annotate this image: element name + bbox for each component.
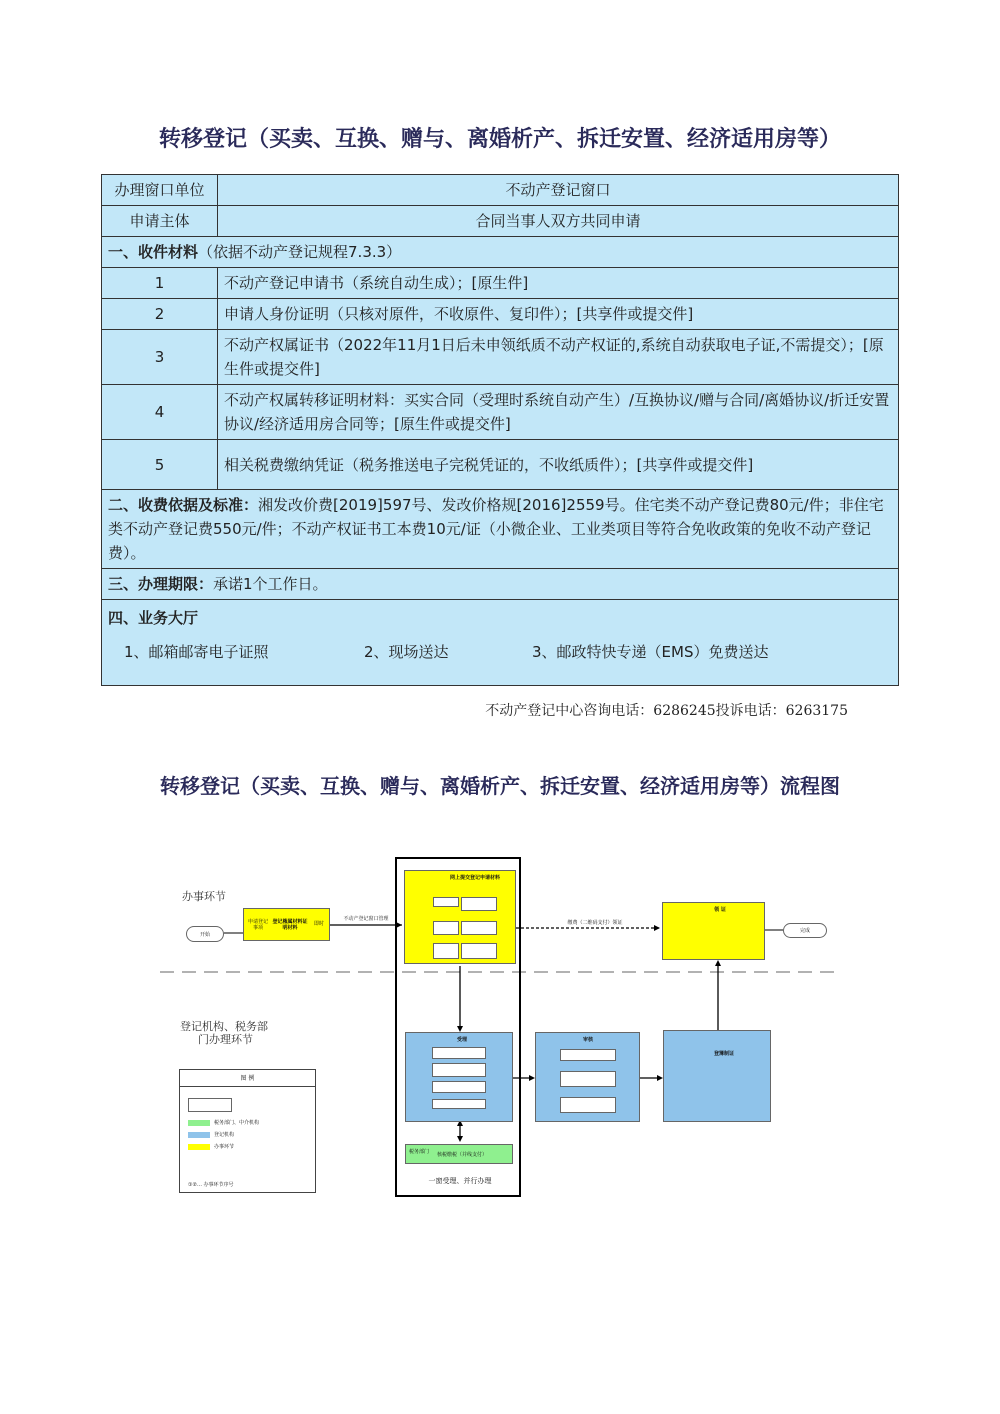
sub-box xyxy=(560,1097,616,1113)
legend-divider xyxy=(180,1086,315,1087)
period-text: 承诺1个工作日。 xyxy=(213,575,328,593)
apply-box xyxy=(243,908,330,941)
accept-box xyxy=(405,1032,513,1122)
end-label: 完成 xyxy=(799,928,810,934)
online-submit-title: 网上提交登记申请材料 xyxy=(449,875,500,881)
certificate-title: 领 证 xyxy=(714,907,726,913)
review-box xyxy=(535,1032,640,1122)
register-title: 登簿制证 xyxy=(713,1051,734,1057)
apply-detail: 登记権属材料证明材料 xyxy=(272,919,308,931)
legend-item-green: 税务部门、中介机构 xyxy=(214,1120,260,1126)
material-no: 5 xyxy=(102,440,218,490)
sub-box xyxy=(461,943,497,959)
legend-item-blue: 登记机构 xyxy=(214,1132,235,1138)
sub-box xyxy=(461,921,497,935)
window-label: 办理窗口单位 xyxy=(102,175,218,206)
applicant-label: 申请主体 xyxy=(102,206,218,237)
start-label: 开始 xyxy=(199,932,210,938)
sub-box xyxy=(433,897,459,907)
edge-label-window: 不动产登记窗口管理 xyxy=(343,916,389,922)
fee-heading: 二、收费依据及标准： xyxy=(108,496,259,514)
flow-title: 转移登记（买卖、互换、赠与、离婚析产、拆迁安置、经济适用房等）流程图 xyxy=(160,774,840,798)
contact-phone-line: 不动产登记中心咨询电话：6286245投诉电话：6263175 xyxy=(485,703,848,719)
tax-dept-label: 税务部门 xyxy=(408,1149,429,1155)
material-no: 1 xyxy=(102,268,218,299)
end-node xyxy=(783,923,827,938)
material-text: 不动产权属证书（2022年11月1日后未申领纸质不动产权证的,系统自动获取电子证,不需提交）；[原生件或提交件] xyxy=(218,330,899,385)
materials-heading-rest: （依据不动产登记规程7.3.3） xyxy=(198,243,402,261)
register-box xyxy=(663,1030,771,1122)
apply-label: 申请登记事项 xyxy=(247,919,268,931)
legend-item-yellow: 办事环节 xyxy=(214,1144,235,1150)
online-submit-box xyxy=(404,870,516,964)
lane-label-bottom-2: 门办理环节 xyxy=(198,1033,253,1046)
edge-label-pay: 缴费（二维码支付）领证 xyxy=(567,920,623,926)
hall-item-onsite: 2、现场送达 xyxy=(364,643,449,661)
period-heading: 三、办理期限： xyxy=(108,575,214,593)
legend-note: ①②… 办事环节序号 xyxy=(188,1182,234,1188)
accept-title: 受理 xyxy=(456,1037,467,1043)
sub-box xyxy=(433,943,459,959)
legend-sample xyxy=(188,1098,232,1112)
legend-swatch-green xyxy=(188,1120,210,1126)
sub-box xyxy=(432,1063,486,1077)
material-text: 申请人身份证明（只核对原件，不收原件、复印件）；[共享件或提交件] xyxy=(218,299,899,330)
review-title: 审核 xyxy=(582,1037,593,1043)
apply-time: 即时 xyxy=(313,921,324,927)
material-text: 不动产权属转移证明材料：买实合同（受理时系统自动产生）/互换协议/赠与合同/离婚协议/折迁安置协议/经济适用房合同等；[原生件或提交件] xyxy=(218,385,899,440)
tax-text: 核税缴税（并线支付） xyxy=(436,1152,487,1158)
lane-label-bottom-1: 登记机构、税务部 xyxy=(180,1020,268,1033)
legend-swatch-yellow xyxy=(188,1144,210,1150)
material-text: 不动产登记申请书（系统自动生成）；[原生件] xyxy=(218,268,899,299)
materials-heading-bold: 一、收件材料 xyxy=(108,243,199,261)
sub-box xyxy=(432,1047,486,1059)
material-no: 4 xyxy=(102,385,218,440)
legend-title: 图 例 xyxy=(240,1075,255,1082)
fee-text: 湘发改价费[2019]597号、发改价格规[2016]2559号。住宅类不动产登记费80元/件；非住宅类不动产登记费550元/件；不动产权证书工本费10元/证（小微企业、工业类项目等符合免收政策的免收不动产登记费）。 xyxy=(108,496,884,562)
applicant-value: 合同当事人双方共同申请 xyxy=(218,206,899,237)
lane-label-top: 办事环节 xyxy=(182,890,226,903)
one-window-label: 一窗受理、并行办理 xyxy=(428,1177,492,1185)
sub-box xyxy=(461,897,497,911)
sub-box xyxy=(560,1071,616,1087)
legend-box xyxy=(179,1069,316,1193)
tax-box xyxy=(405,1144,513,1164)
start-node xyxy=(186,926,224,942)
sub-box xyxy=(560,1049,616,1061)
hall-item-ems: 3、邮政特快专递（EMS）免费送达 xyxy=(532,643,769,661)
material-text: 相关税费缴纳凭证（税务推送电子完税凭证的，不收纸质件）；[共享件或提交件] xyxy=(218,440,899,490)
sub-box xyxy=(432,1099,486,1109)
material-no: 3 xyxy=(102,330,218,385)
page-title: 转移登记（买卖、互换、赠与、离婚析产、拆迁安置、经济适用房等） xyxy=(158,126,841,152)
certificate-box xyxy=(662,902,765,960)
sub-box xyxy=(432,1081,486,1093)
hall-item-email: 1、邮箱邮寄电子证照 xyxy=(124,643,269,661)
hall-heading: 四、业务大厅 xyxy=(108,609,199,627)
legend-swatch-blue xyxy=(188,1132,210,1138)
window-value: 不动产登记窗口 xyxy=(218,175,899,206)
sub-box xyxy=(433,921,459,935)
material-no: 2 xyxy=(102,299,218,330)
